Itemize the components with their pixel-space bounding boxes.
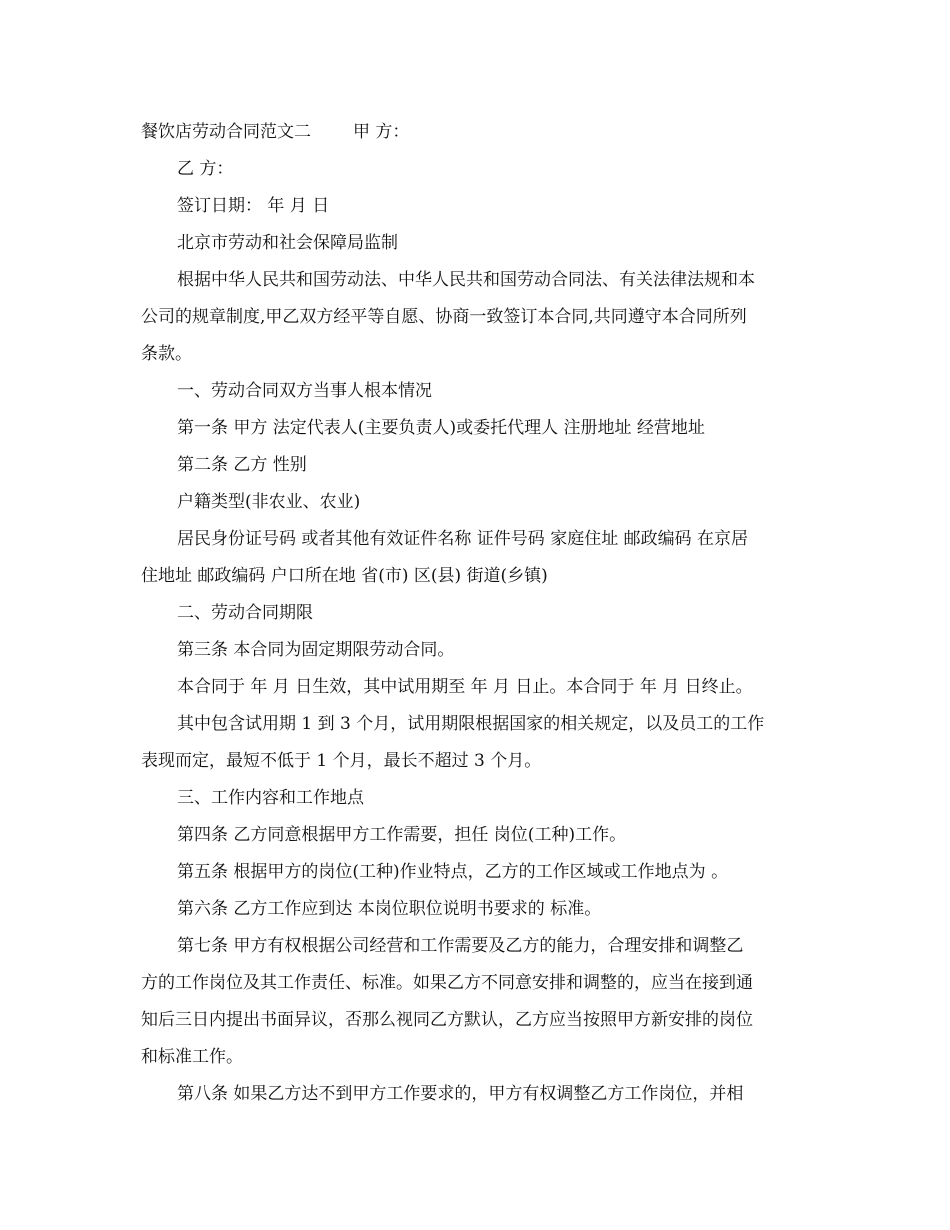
paragraph-line: 公司的规章制度,甲乙双方经平等自愿、协商一致签订本合同,共同遵守本合同所列 [141,307,747,327]
supervisor-line: 北京市劳动和社会保障局监制 [177,233,398,253]
article-line: 第一条 甲方 法定代表人(主要负责人)或委托代理人 注册地址 经营地址 [177,418,705,438]
paragraph-line: 居民身份证号码 或者其他有效证件名称 证件号码 家庭住址 邮政编码 在京居 [177,529,749,549]
signing-date-line: 签订日期： 年 月 日 [177,196,330,216]
paragraph-line: 根据中华人民共和国劳动法、中华人民共和国劳动合同法、有关法律法规和本 [177,270,755,290]
paragraph-line: 住地址 邮政编码 户口所在地 省(市) 区(县) 街道(乡镇) [141,566,548,586]
article-line: 第三条 本合同为固定期限劳动合同。 [177,640,455,660]
party-b-label: 乙 方： [177,159,234,179]
article-line: 第五条 根据甲方的岗位(工种)作业特点，乙方的工作区域或工作地点为 。 [177,862,729,882]
section-heading: 一、劳动合同双方当事人根本情况 [177,381,432,401]
article-line: 第四条 乙方同意根据甲方工作需要，担任 岗位(工种)工作。 [177,825,627,845]
paragraph-line: 和标准工作。 [141,1047,243,1067]
paragraph-line: 户籍类型(非农业、农业) [177,492,361,512]
article-line: 第二条 乙方 性别 [177,455,307,475]
article-line: 第七条 甲方有权根据公司经营和工作需要及乙方的能力，合理安排和调整乙 [177,936,744,956]
document-title: 餐饮店劳动合同范文二 [141,122,311,142]
section-heading: 二、劳动合同期限 [177,603,313,623]
section-heading: 三、工作内容和工作地点 [177,788,364,808]
paragraph-line: 本合同于 年 月 日生效，其中试用期至 年 月 日止。本合同于 年 月 日终止。 [177,677,753,697]
paragraph-line: 方的工作岗位及其工作责任、标准。如果乙方不同意安排和调整的，应当在接到通 [141,973,753,993]
paragraph-line: 其中包含试用期 1 到 3 个月，试用期限根据国家的相关规定，以及员工的工作 [177,714,765,734]
document-header-line [141,114,811,151]
party-a-label: 甲 方： [353,122,410,142]
article-line: 第八条 如果乙方达不到甲方工作要求的，甲方有权调整乙方工作岗位，并相 [177,1084,744,1104]
article-line: 第六条 乙方工作应到达 本岗位职位说明书要求的 标准。 [177,899,602,919]
paragraph-line: 条款。 [141,344,192,364]
paragraph-line: 知后三日内提出书面异议，否那么视同乙方默认，乙方应当按照甲方新安排的岗位 [141,1010,753,1030]
paragraph-line: 表现而定，最短不低于 1 个月，最长不超过 3 个月。 [141,751,542,771]
document-body [141,114,811,1113]
